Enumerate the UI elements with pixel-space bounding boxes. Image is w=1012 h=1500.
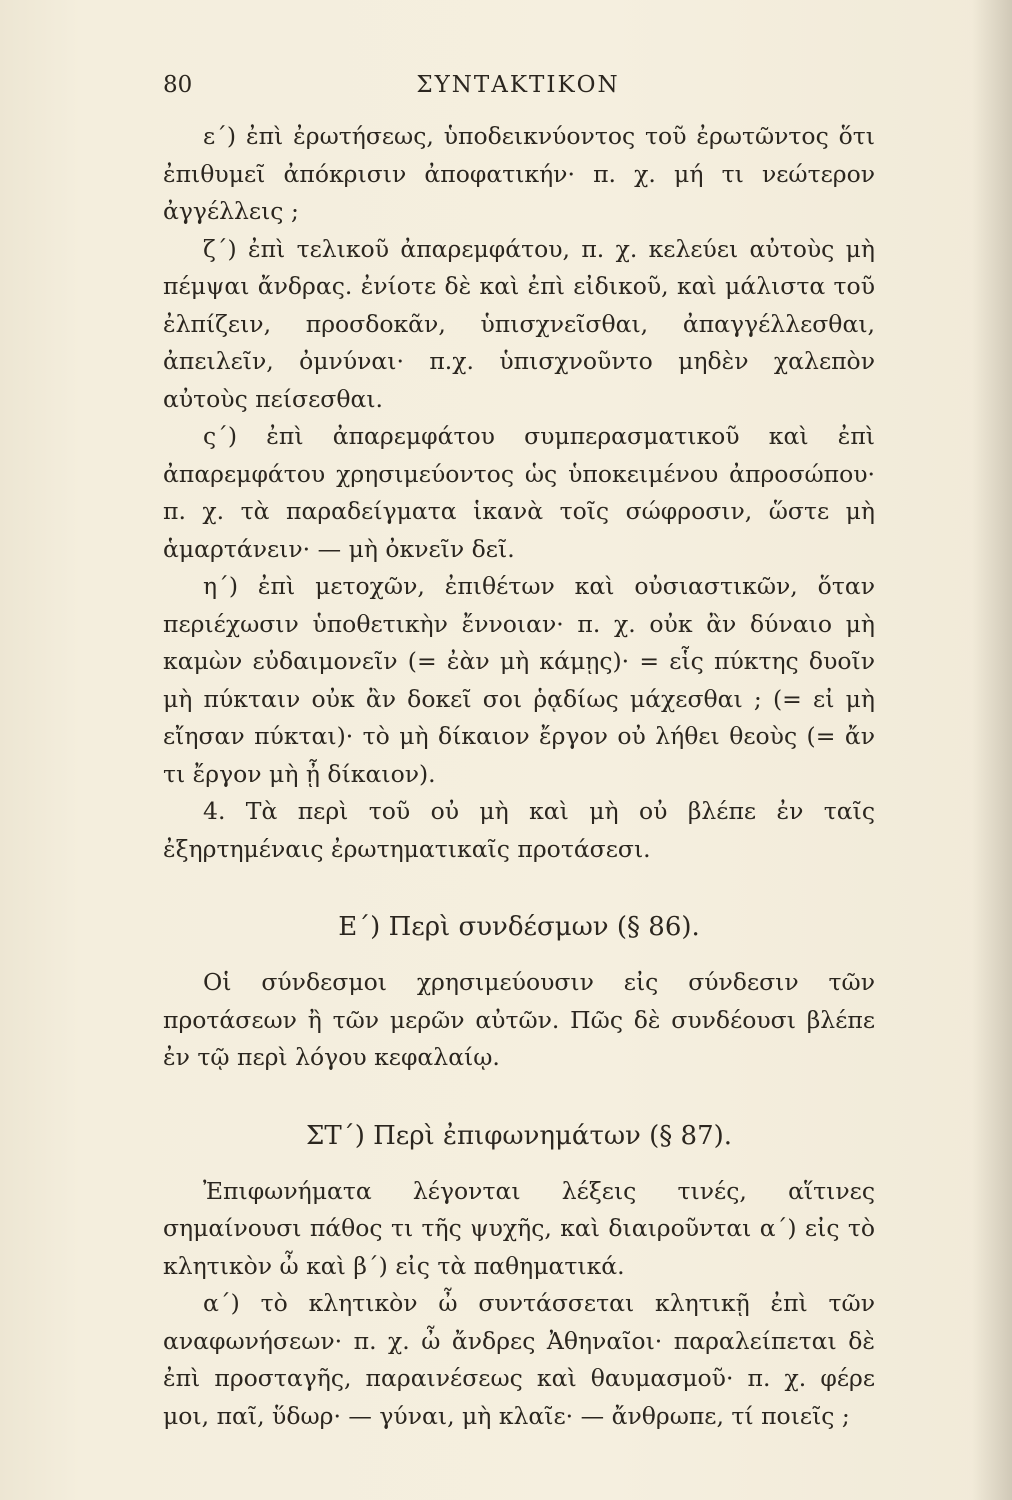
page-body (163, 118, 875, 1435)
section-heading-interjections: ΣΤ΄) Περὶ ἐπιφωνημάτων (§ 87). (305, 1120, 733, 1151)
page-edge-shadow (972, 0, 1012, 1500)
paragraph-zeta: ζ΄) ἐπὶ τελικοῦ ἀπαρεμφάτου, π. χ. κελεύει αὐτοὺς μὴ πέμψαι ἄνδρας. ἐνίοτε δὲ καὶ ἐπὶ εἰδικοῦ, καὶ μάλιστα τοῦ ἐλπίζειν, προσδοκᾶν, ὑπισχνεῖσθαι, ἀπαγγέλλεσθαι, ἀπειλεῖν, ὀμνύναι· π.χ. ὑπισχνοῦντο μηδὲν χαλεπὸν αὐτοὺς πείσεσθαι. (163, 234, 875, 413)
paragraph-eta: η΄) ἐπὶ μετοχῶν, ἐπιθέτων καὶ οὐσιαστικῶν, ὅταν περιέχωσιν ὑποθετικὴν ἔννοιαν· π. χ. οὐκ ἂν δύναιο μὴ καμὼν εὐδαιμονεῖν (= ἐὰν μὴ κάμῃς)· = εἷς πύκτης δυοῖν μὴ πύκταιν οὐκ ἂν δοκεῖ σοι ῥᾳδίως μάχεσθαι ; (= εἰ μὴ εἴησαν πύκται)· τὸ μὴ δίκαιον ἔργον οὐ λήθει θεοὺς (= ἄν τι ἔργον μὴ ᾖ δίκαιον). (163, 572, 875, 788)
paragraph-epsilon: ε΄) ἐπὶ ἐρωτήσεως, ὑποδεικνύοντος τοῦ ἐρωτῶντος ὅτι ἐπιθυμεῖ ἀπόκρισιν ἀποφατικήν· π. χ. μή τι νεώτερον ἀγγέλλεις ; (163, 122, 875, 225)
page-number: 80 (163, 72, 193, 98)
paragraph-four: 4. Τὰ περὶ τοῦ οὐ μὴ καὶ μὴ οὐ βλέπε ἐν ταῖς ἐξηρτημέναις ἐρωτηματικαῖς προτάσεσι. (163, 797, 875, 863)
paragraph-interjections-intro: Ἐπιφωνήματα λέγονται λέξεις τινές, αἵτινες σημαίνουσι πάθος τι τῆς ψυχῆς, καὶ διαιροῦνται α΄) εἰς τὸ κλητικὸν ὦ καὶ β΄) εἰς τὰ παθηματικά. (163, 1176, 875, 1280)
section-heading-conjunctions: Ε΄) Περὶ συνδέσμων (§ 86). (338, 912, 700, 942)
running-title: ΣΥΝΤΑΚΤΙΚΟΝ (416, 72, 620, 98)
paragraph-interjections-vocative: α΄) τὸ κλητικὸν ὦ συντάσσεται κλητικῇ ἐπὶ τῶν αναφωνήσεων· π. χ. ὦ ἄνδρες Ἀθηναῖοι· παραλείπεται δὲ ἐπὶ προσταγῆς, παραινέσεως καὶ θαυμασμοῦ· π. χ. φέρε μοι, παῖ, ὕδωρ· — γύναι, μὴ κλαῖε· — ἄνθρωπε, τί ποιεῖς ; (163, 1289, 875, 1430)
page-header (163, 72, 873, 106)
paragraph-stigma: ς΄) ἐπὶ ἀπαρεμφάτου συμπερασματικοῦ καὶ ἐπὶ ἀπαρεμφάτου χρησιμεύοντος ὡς ὑποκειμένου ἀπροσώπου· π. χ. τὰ παραδείγματα ἱκανὰ τοῖς σώφροσιν, ὥστε μὴ ἁμαρτάνειν· — μὴ ὀκνεῖν δεῖ. (163, 422, 875, 563)
paragraph-conjunctions: Οἱ σύνδεσμοι χρησιμεύουσιν εἰς σύνδεσιν τῶν προτάσεων ἢ τῶν μερῶν αὐτῶν. Πῶς δὲ συνδέουσι βλέπε ἐν τῷ περὶ λόγου κεφαλαίῳ. (163, 968, 875, 1071)
